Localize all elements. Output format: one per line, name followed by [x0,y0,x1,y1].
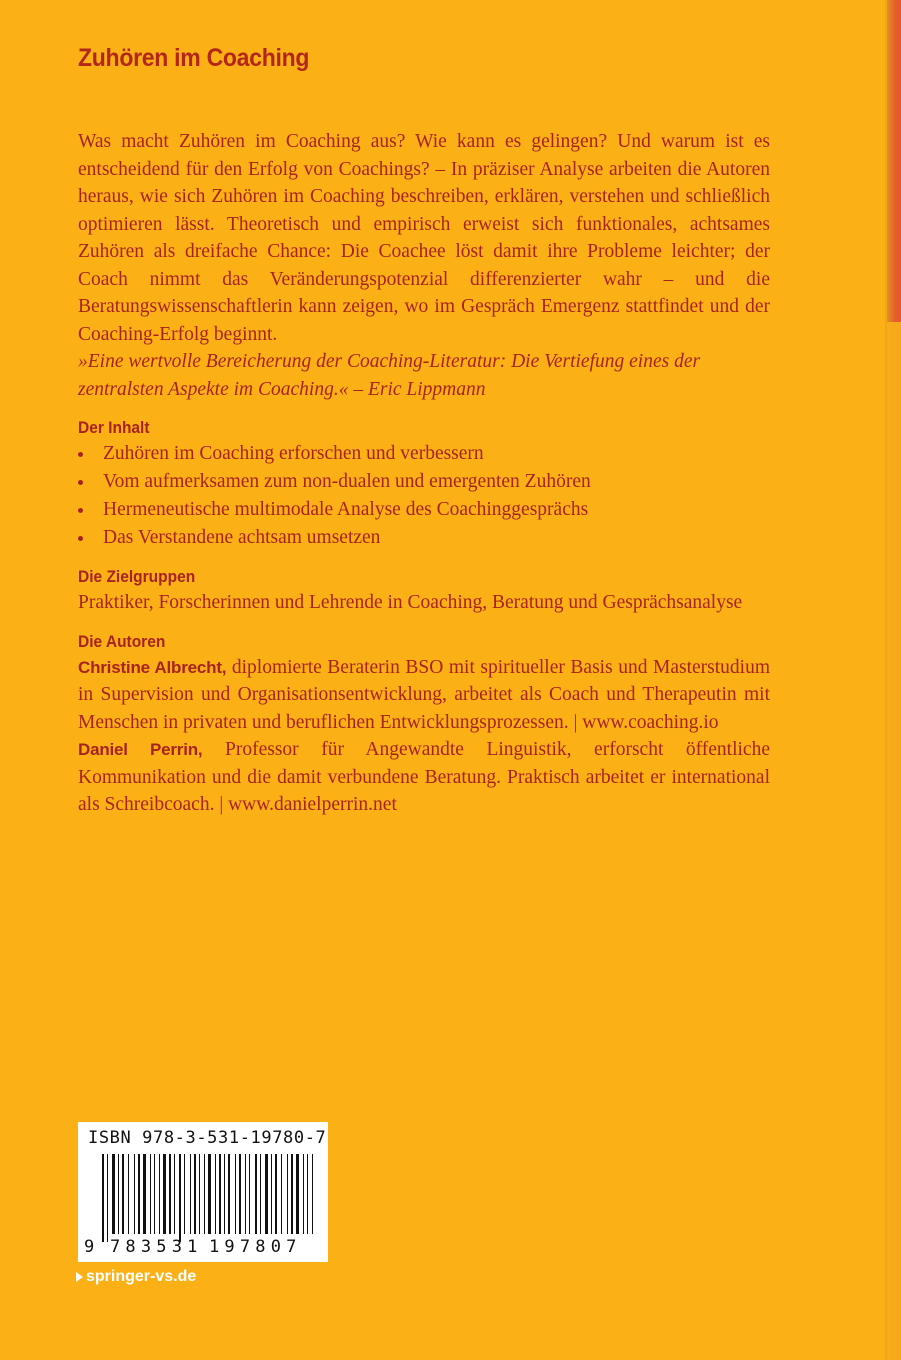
barcode-bar [199,1154,200,1234]
barcode-digits-right: 197807 [209,1237,302,1257]
barcode-bar [179,1154,181,1242]
barcode-digit-first: 9 [84,1237,95,1257]
barcode-bar [249,1154,250,1234]
barcode-bar [312,1154,313,1234]
barcode-bar [150,1154,151,1234]
bullet-icon [78,508,83,513]
zielgruppen-text: Praktiker, Forscherinnen und Lehrende in Coaching, Beratung und Gesprächsanalyse [78,592,743,613]
barcode-bar [159,1154,160,1234]
barcode-bar [190,1154,191,1234]
isbn-label: ISBN 978-3-531-19780-7 [88,1128,327,1148]
bullet-icon [78,452,83,457]
barcode-bar [143,1154,146,1234]
publisher-website-text: springer-vs.de [86,1268,197,1285]
bullet-icon [78,536,83,541]
barcode-bar [215,1154,216,1234]
barcode-bar [281,1154,282,1234]
intro-paragraph: Was macht Zuhören im Coaching aus? Wie kann es gelingen? Und warum ist es entscheidend für den Erfolg von Coachings? – In präziser Analyse arbeiten die Autoren heraus, wie sich Zuhören im Coaching beschreiben, erklären, verstehen und schließlich optimieren lässt. Theoretisch und empirisch erweist sich funktionales, achtsames Zuhören als dreifache Chance: Die Coachee löst damit ihre Probleme leichter; der Coach nimmt das Veränderungspotenzial differenzierter wahr – und die Beratungswissenschaftlerin kann zeigen, wo im Gespräch Emergenz stattfindet und der Coaching-Erfolg beginnt. [78,131,770,345]
back-cover-content [78,128,770,819]
barcode-bar [128,1154,129,1234]
author-text-albrecht: diplomierte Beraterin BSO mit spiritueller Basis und Masterstudium in Supervision und Organisationsentwicklung, arbeitet als Coach und Therapeutin mit Menschen in privaten und beruflichen Entwicklungsprozessen. | www.coaching.io [78,656,770,733]
barcode-bar [112,1154,115,1234]
barcode-bar [228,1154,230,1234]
barcode-bar [296,1154,299,1234]
barcode-bar [245,1154,246,1234]
autoren-heading: Die Autoren [78,632,166,651]
bullet-icon [78,480,83,485]
barcode-bar [224,1154,225,1234]
barcode-bar [174,1154,175,1234]
barcode-bar [208,1154,211,1234]
author-name-albrecht: Christine Albrecht, [78,657,227,677]
barcode-bar [184,1154,185,1234]
author-name-perrin: Daniel Perrin, [78,740,203,759]
spine-edge-gradient [887,0,901,322]
author-text-perrin: Professor für Angewandte Linguistik, erforscht öffentliche Kommunikation und die damit verbundene Beratung. Praktisch arbeitet er international als Schreibcoach. | www.danielperrin.net [78,739,770,815]
barcode-bar [235,1154,236,1234]
author-bio-albrecht [78,654,770,737]
review-quote: »Eine wertvolle Bereicherung der Coaching-Literatur: Die Vertiefung eines der zentralsten Aspekte im Coaching.« – Eric Lippmann [78,351,701,400]
barcode-bar [291,1154,293,1234]
barcode-bar [271,1154,272,1234]
zielgruppen-section [78,565,770,617]
barcode-bar [204,1154,205,1234]
zielgruppen-heading: Die Zielgruppen [78,568,196,586]
spine-edge-lower [887,322,901,1360]
list-item [78,496,770,524]
barcode-bar [102,1154,104,1242]
barcode-bar [303,1154,304,1234]
barcode-bar [134,1154,135,1234]
barcode-bar [255,1154,257,1234]
page-title: Zuhören im Coaching [78,44,310,72]
list-item [78,524,770,552]
barcode-bar [107,1154,108,1242]
barcode-bar [260,1154,261,1234]
barcode-bar [194,1154,196,1234]
list-item-text: Vom aufmerksamen zum non-dualen und emergenten Zuhören [103,471,591,492]
autoren-section [78,630,770,819]
barcode-bar [122,1154,124,1234]
spine-edge-shadow [885,0,887,1360]
barcode-bar [138,1154,140,1234]
barcode-digits-left: 783531 [110,1237,203,1257]
isbn-barcode [78,1122,328,1262]
barcode-bar [163,1154,166,1234]
author-bio-perrin [78,736,770,819]
list-item [78,440,770,468]
barcode-bar [219,1154,221,1234]
list-item-text: Zuhören im Coaching erforschen und verbessern [103,443,484,464]
barcode-bar [275,1154,277,1234]
barcode-bar [287,1154,288,1234]
barcode-bar [154,1154,155,1234]
publisher-website[interactable] [76,1268,196,1286]
list-item [78,468,770,496]
inhalt-list [78,440,770,552]
arrow-right-icon [76,1272,83,1282]
barcode-bar [239,1154,241,1234]
barcode-bar [118,1154,119,1234]
barcode-bar [265,1154,268,1234]
barcode-digits [78,1237,328,1259]
inhalt-section [78,416,770,552]
inhalt-heading: Der Inhalt [78,419,150,437]
barcode-bar [307,1154,308,1234]
barcode-bar [169,1154,171,1234]
list-item-text: Hermeneutische multimodale Analyse des Coachinggesprächs [103,499,589,520]
list-item-text: Das Verstandene achtsam umsetzen [103,527,381,548]
